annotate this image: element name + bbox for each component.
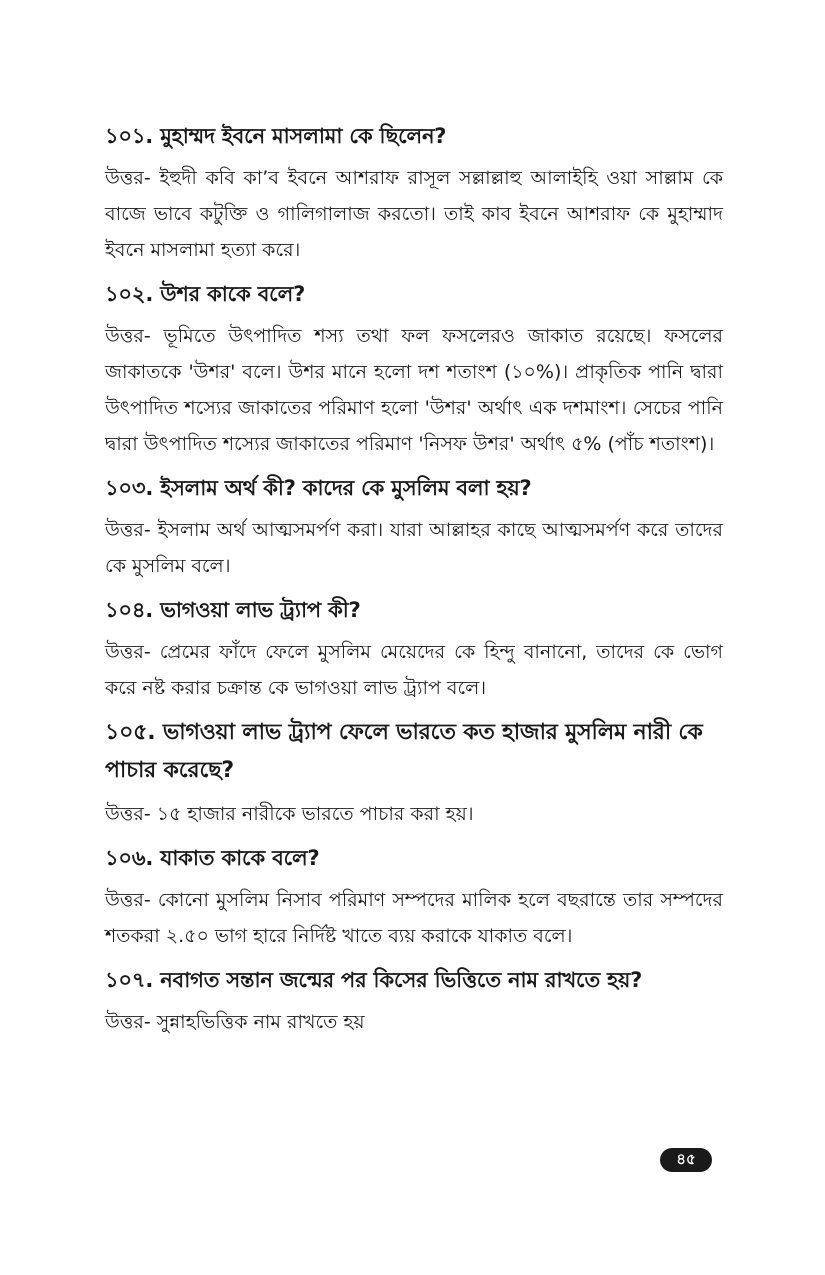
qa-item-102: [105, 276, 723, 462]
answer-paragraph: উত্তর- ইসলাম অর্থ আত্মসমর্পণ করা। যারা আল্লাহর কাছে আত্মসমর্পণ করে তাদের কে মুসলিম বলে।: [105, 519, 723, 577]
question-heading: ১০৬. যাকাত কাকে বলে?: [105, 846, 320, 870]
question-heading: ১০৭. নবাগত সন্তান জন্মের পর কিসের ভিত্তিতে নাম রাখতে হয়?: [105, 968, 643, 992]
question-heading: ১০৫. ভাগওয়া লাভ ট্র্যাপ ফেলে ভারতে কত হাজার মুসলিম নারী কে পাচার করেছে?: [105, 720, 703, 783]
qa-item-104: [105, 592, 723, 706]
answer-paragraph: উত্তর- প্রেমের ফাঁদে ফেলে মুসলিম মেয়েদের কে হিন্দু বানানো, তাদের কে ভোগ করে নষ্ট করার চক্রান্ত কে ভাগওয়া লাভ ট্র্যাপ বলে।: [105, 641, 723, 699]
qa-item-106: [105, 840, 723, 954]
answer-paragraph: উত্তর- ১৫ হাজার নারীকে ভারতে পাচার করা হয়।: [105, 803, 474, 825]
answer-paragraph: উত্তর- কোনো মুসলিম নিসাব পরিমাণ সম্পদের মালিক হলে বছরান্তে তার সম্পদের শতকরা ২.৫০ ভাগ হারে নির্দিষ্ট খাতে ব্যয় করাকে যাকাত বলে।: [105, 889, 723, 947]
question-heading: ১০২. উশর কাকে বলে?: [105, 282, 306, 306]
question-heading: ১০৩. ইসলাম অর্থ কী? কাদের কে মুসলিম বলা হয়?: [105, 476, 532, 500]
answer-paragraph: উত্তর- ভূমিতে উৎপাদিত শস্য তথা ফল ফসলেরও জাকাত রয়েছে। ফসলের জাকাতকে 'উশর' বলে। উশর মানে হলো দশ শতাংশ (১০%)। প্রাকৃতিক পানি দ্বারা উৎপাদিত শস্যের জাকাতের পরিমাণ হলো 'উশর' অর্থাৎ এক দশমাংশ। সেচের পানি দ্বারা উৎপাদিত শস্যের জাকাতের পরিমাণ 'নিসফ উশর' অর্থাৎ ৫% (পাঁচ শতাংশ)।: [105, 325, 723, 455]
answer-paragraph: উত্তর- সুন্নাহভিত্তিক নাম রাখতে হয়: [105, 1011, 365, 1033]
qa-item-107: [105, 962, 723, 1040]
question-heading: ১০৪. ভাগওয়া লাভ ট্র্যাপ কী?: [105, 598, 361, 622]
qa-item-101: [105, 118, 723, 268]
qa-item-105: [105, 714, 723, 832]
question-heading: ১০১. মুহাম্মদ ইবনে মাসলামা কে ছিলেন?: [105, 124, 447, 148]
page-number-badge: ৪৫: [660, 1148, 712, 1172]
answer-paragraph: উত্তর- ইহুদী কবি কা’ব ইবনে আশরাফ রাসূল সল্লাল্লাহু আলাইহি ওয়া সাল্লাম কে বাজে ভাবে কটুক্তি ও গালিগালাজ করতো। তাই কাব ইবনে আশরাফ কে মুহাম্মাদ ইবনে মাসলামা হত্যা করে।: [105, 167, 723, 261]
qa-item-103: [105, 470, 723, 584]
page-content: [105, 118, 723, 1048]
